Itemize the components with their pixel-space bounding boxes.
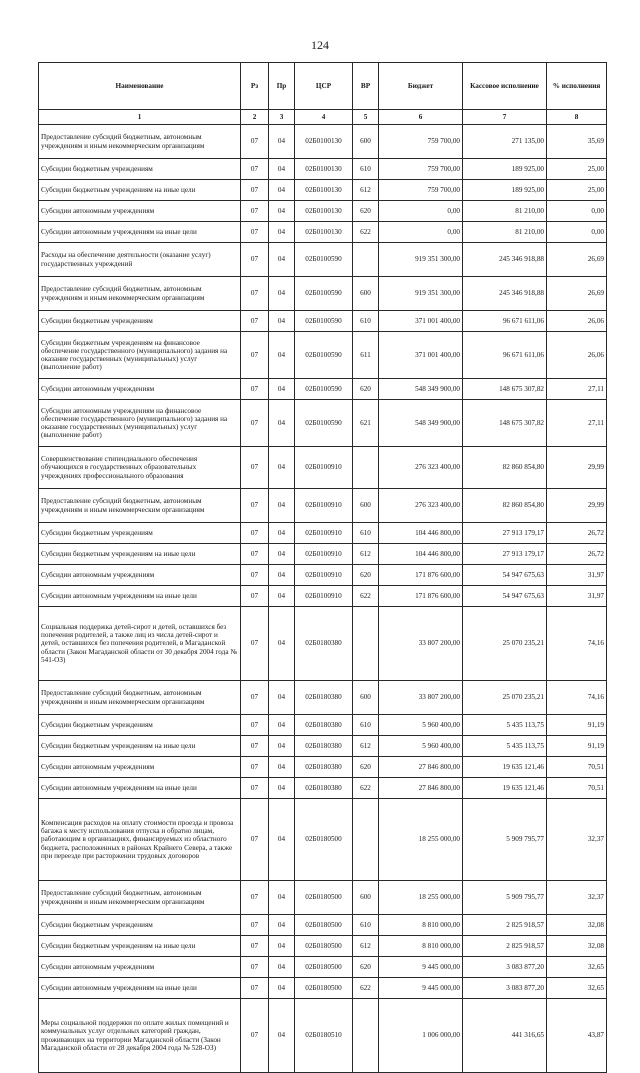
cell-cash: 82 860 854,80 [463, 447, 547, 489]
cell-percent: 32,08 [547, 936, 607, 957]
cell-name: Субсидии автономным учреждениям на иные цели [39, 586, 241, 607]
cell-percent: 26,72 [547, 544, 607, 565]
cell-rz: 07 [241, 915, 269, 936]
cell-budget: 18 255 000,00 [379, 799, 463, 881]
table-row [39, 715, 607, 736]
table-row [39, 489, 607, 523]
cell-name: Субсидии бюджетным учреждениям на иные цели [39, 180, 241, 201]
cell-cash: 2 825 918,57 [463, 936, 547, 957]
cell-percent: 31,97 [547, 586, 607, 607]
cell-cash: 19 635 121,46 [463, 757, 547, 778]
cell-name: Субсидии автономным учреждениям [39, 379, 241, 400]
cell-vr: 610 [353, 159, 379, 180]
cell-budget: 33 807 200,00 [379, 681, 463, 715]
cell-rz: 07 [241, 999, 269, 1073]
cell-budget: 171 876 600,00 [379, 565, 463, 586]
cell-pr: 04 [269, 681, 295, 715]
cell-budget: 759 700,00 [379, 125, 463, 159]
cell-pr: 04 [269, 978, 295, 999]
cell-csr: 02Б0100590 [295, 243, 353, 277]
cell-cash: 81 210,00 [463, 222, 547, 243]
cell-rz: 07 [241, 277, 269, 311]
cell-vr: 610 [353, 715, 379, 736]
cell-budget: 919 351 300,00 [379, 277, 463, 311]
cell-pr: 04 [269, 936, 295, 957]
cell-rz: 07 [241, 681, 269, 715]
cell-vr: 620 [353, 201, 379, 222]
cell-pr: 04 [269, 607, 295, 681]
cell-budget: 919 351 300,00 [379, 243, 463, 277]
cell-budget: 371 001 400,00 [379, 332, 463, 379]
cell-name: Субсидии автономным учреждениям на иные цели [39, 978, 241, 999]
cell-rz: 07 [241, 523, 269, 544]
table-row [39, 915, 607, 936]
cell-csr: 02Б0100910 [295, 523, 353, 544]
cell-cash: 5 435 113,75 [463, 736, 547, 757]
cell-vr: 622 [353, 586, 379, 607]
table-row [39, 799, 607, 881]
cell-name: Субсидии автономным учреждениям на финансовое обеспечение государственного (муниципального) задания на оказание государственных (муниципальных) услуг (выполнение работ) [39, 400, 241, 447]
cell-csr: 02Б0100130 [295, 180, 353, 201]
cell-rz: 07 [241, 400, 269, 447]
cell-budget: 0,00 [379, 222, 463, 243]
cell-rz: 07 [241, 757, 269, 778]
cell-cash: 148 675 307,82 [463, 400, 547, 447]
cell-pr: 04 [269, 881, 295, 915]
cell-cash: 441 316,65 [463, 999, 547, 1073]
cell-cash: 5 435 113,75 [463, 715, 547, 736]
cell-name: Совершенствование стипендиального обеспечения обучающихся в государственных образовательных учреждениях профессионального образования [39, 447, 241, 489]
cell-name: Субсидии бюджетным учреждениям [39, 715, 241, 736]
cell-pr: 04 [269, 757, 295, 778]
cell-csr: 02Б0180380 [295, 778, 353, 799]
table-row [39, 447, 607, 489]
cell-cash: 27 913 179,17 [463, 544, 547, 565]
cell-budget: 5 960 400,00 [379, 715, 463, 736]
cell-budget: 548 349 900,00 [379, 400, 463, 447]
cell-percent: 91,19 [547, 736, 607, 757]
cell-percent: 31,97 [547, 565, 607, 586]
cell-csr: 02Б0180380 [295, 736, 353, 757]
cell-csr: 02Б0100130 [295, 159, 353, 180]
cell-vr [353, 799, 379, 881]
cell-rz: 07 [241, 379, 269, 400]
cell-csr: 02Б0100130 [295, 222, 353, 243]
column-index: 3 [269, 110, 295, 125]
table-row [39, 180, 607, 201]
cell-percent: 25,00 [547, 159, 607, 180]
cell-rz: 07 [241, 180, 269, 201]
table-row [39, 311, 607, 332]
table-row [39, 586, 607, 607]
cell-pr: 04 [269, 180, 295, 201]
table-body [39, 125, 607, 1073]
cell-pr: 04 [269, 400, 295, 447]
cell-vr: 610 [353, 523, 379, 544]
cell-pr: 04 [269, 159, 295, 180]
cell-csr: 02Б0180380 [295, 681, 353, 715]
cell-cash: 3 083 877,20 [463, 978, 547, 999]
header-cash: Кассовое исполнение [463, 63, 547, 110]
cell-budget: 104 446 800,00 [379, 523, 463, 544]
cell-percent: 26,06 [547, 332, 607, 379]
cell-name: Субсидии бюджетным учреждениям на иные цели [39, 736, 241, 757]
cell-pr: 04 [269, 586, 295, 607]
cell-percent: 27,11 [547, 379, 607, 400]
column-index: 4 [295, 110, 353, 125]
cell-percent: 26,69 [547, 243, 607, 277]
table-row [39, 544, 607, 565]
cell-budget: 1 006 000,00 [379, 999, 463, 1073]
table-row [39, 400, 607, 447]
table-row [39, 243, 607, 277]
cell-pr: 04 [269, 565, 295, 586]
cell-name: Субсидии бюджетным учреждениям на финансовое обеспечение государственного (муниципального) задания на оказание государственных (муниципальных) услуг (выполнение работ) [39, 332, 241, 379]
table-row [39, 277, 607, 311]
cell-name: Субсидии автономным учреждениям [39, 565, 241, 586]
table-row [39, 607, 607, 681]
column-index-row [39, 110, 607, 125]
cell-cash: 5 909 795,77 [463, 881, 547, 915]
cell-percent: 43,87 [547, 999, 607, 1073]
cell-cash: 271 135,00 [463, 125, 547, 159]
cell-vr: 600 [353, 489, 379, 523]
cell-name: Субсидии автономным учреждениям на иные цели [39, 778, 241, 799]
cell-csr: 02Б0180500 [295, 881, 353, 915]
cell-csr: 02Б0180500 [295, 957, 353, 978]
header-csr: ЦСР [295, 63, 353, 110]
cell-cash: 5 909 795,77 [463, 799, 547, 881]
cell-pr: 04 [269, 544, 295, 565]
cell-pr: 04 [269, 332, 295, 379]
cell-vr: 612 [353, 936, 379, 957]
column-index: 1 [39, 110, 241, 125]
cell-vr: 612 [353, 180, 379, 201]
cell-csr: 02Б0180510 [295, 999, 353, 1073]
cell-vr: 600 [353, 277, 379, 311]
cell-csr: 02Б0100910 [295, 565, 353, 586]
cell-name: Меры социальной поддержки по оплате жилых помещений и коммунальных услуг отдельных категорий граждан, проживающих на территории Магаданской области (Закон Магаданской области от 28 декабря 2004 года № 528-ОЗ) [39, 999, 241, 1073]
table-row [39, 379, 607, 400]
table-row [39, 778, 607, 799]
cell-percent: 29,99 [547, 447, 607, 489]
cell-rz: 07 [241, 311, 269, 332]
cell-budget: 171 876 600,00 [379, 586, 463, 607]
cell-pr: 04 [269, 243, 295, 277]
cell-rz: 07 [241, 978, 269, 999]
cell-name: Расходы на обеспечение деятельности (оказание услуг) государственных учреждений [39, 243, 241, 277]
cell-percent: 35,69 [547, 125, 607, 159]
cell-percent: 26,69 [547, 277, 607, 311]
cell-pr: 04 [269, 778, 295, 799]
cell-percent: 32,65 [547, 957, 607, 978]
cell-cash: 54 947 675,63 [463, 586, 547, 607]
table-row [39, 681, 607, 715]
cell-rz: 07 [241, 159, 269, 180]
cell-vr: 620 [353, 757, 379, 778]
cell-vr: 622 [353, 778, 379, 799]
cell-budget: 371 001 400,00 [379, 311, 463, 332]
cell-name: Субсидии автономным учреждениям [39, 757, 241, 778]
cell-rz: 07 [241, 243, 269, 277]
cell-csr: 02Б0180500 [295, 978, 353, 999]
cell-cash: 245 346 918,88 [463, 243, 547, 277]
cell-cash: 189 925,00 [463, 180, 547, 201]
cell-percent: 32,37 [547, 799, 607, 881]
cell-pr: 04 [269, 489, 295, 523]
cell-vr: 620 [353, 957, 379, 978]
cell-vr [353, 999, 379, 1073]
column-index: 8 [547, 110, 607, 125]
cell-pr: 04 [269, 999, 295, 1073]
table-row [39, 999, 607, 1073]
table-row [39, 159, 607, 180]
cell-percent: 91,19 [547, 715, 607, 736]
cell-cash: 96 671 611,06 [463, 311, 547, 332]
cell-budget: 759 700,00 [379, 159, 463, 180]
cell-name: Субсидии автономным учреждениям [39, 957, 241, 978]
cell-name: Социальная поддержка детей-сирот и детей, оставшихся без попечения родителей, а также лиц из числа детей-сирот и детей, оставшихся без попечения родителей, в Магаданской области (Закон Магаданской области от 30 декабря 2004 года № 541-ОЗ) [39, 607, 241, 681]
cell-budget: 33 807 200,00 [379, 607, 463, 681]
column-index: 6 [379, 110, 463, 125]
cell-budget: 9 445 000,00 [379, 978, 463, 999]
cell-vr [353, 447, 379, 489]
table-row [39, 757, 607, 778]
cell-budget: 0,00 [379, 201, 463, 222]
cell-cash: 81 210,00 [463, 201, 547, 222]
cell-csr: 02Б0180380 [295, 757, 353, 778]
cell-pr: 04 [269, 799, 295, 881]
cell-cash: 25 070 235,21 [463, 607, 547, 681]
cell-budget: 276 323 400,00 [379, 489, 463, 523]
cell-rz: 07 [241, 736, 269, 757]
cell-pr: 04 [269, 447, 295, 489]
table-row [39, 565, 607, 586]
cell-budget: 104 446 800,00 [379, 544, 463, 565]
cell-percent: 29,99 [547, 489, 607, 523]
cell-csr: 02Б0100590 [295, 400, 353, 447]
cell-percent: 26,72 [547, 523, 607, 544]
cell-name: Субсидии автономным учреждениям на иные цели [39, 222, 241, 243]
table-row [39, 222, 607, 243]
cell-rz: 07 [241, 489, 269, 523]
cell-budget: 27 846 800,00 [379, 757, 463, 778]
cell-budget: 5 960 400,00 [379, 736, 463, 757]
column-index: 5 [353, 110, 379, 125]
cell-percent: 32,08 [547, 915, 607, 936]
cell-rz: 07 [241, 222, 269, 243]
cell-pr: 04 [269, 222, 295, 243]
cell-rz: 07 [241, 778, 269, 799]
cell-percent: 0,00 [547, 201, 607, 222]
cell-pr: 04 [269, 379, 295, 400]
cell-vr: 622 [353, 978, 379, 999]
cell-vr: 620 [353, 565, 379, 586]
cell-rz: 07 [241, 332, 269, 379]
cell-csr: 02Б0100130 [295, 201, 353, 222]
cell-cash: 54 947 675,63 [463, 565, 547, 586]
cell-cash: 3 083 877,20 [463, 957, 547, 978]
cell-vr: 610 [353, 311, 379, 332]
cell-rz: 07 [241, 799, 269, 881]
cell-name: Компенсация расходов на оплату стоимости проезда и провоза багажа к месту использования отпуска и обратно лицам, работающим в организациях, финансируемых из областного бюджета, расположенных в районах Крайнего Севера, а также при переезде при расторжении трудовых договоров [39, 799, 241, 881]
cell-vr: 600 [353, 881, 379, 915]
cell-percent: 0,00 [547, 222, 607, 243]
table-row [39, 523, 607, 544]
table-row [39, 881, 607, 915]
cell-percent: 70,51 [547, 757, 607, 778]
budget-table [38, 62, 607, 1073]
cell-budget: 8 810 000,00 [379, 915, 463, 936]
cell-name: Предоставление субсидий бюджетным, автономным учреждениям и иным некоммерческим организациям [39, 125, 241, 159]
cell-percent: 26,06 [547, 311, 607, 332]
cell-name: Субсидии бюджетным учреждениям [39, 523, 241, 544]
cell-percent: 32,37 [547, 881, 607, 915]
cell-cash: 96 671 611,06 [463, 332, 547, 379]
cell-name: Субсидии бюджетным учреждениям [39, 915, 241, 936]
cell-rz: 07 [241, 447, 269, 489]
cell-percent: 74,16 [547, 607, 607, 681]
cell-csr: 02Б0100590 [295, 311, 353, 332]
header-row [39, 63, 607, 110]
cell-cash: 19 635 121,46 [463, 778, 547, 799]
cell-csr: 02Б0100910 [295, 544, 353, 565]
cell-csr: 02Б0100910 [295, 586, 353, 607]
cell-name: Субсидии бюджетным учреждениям на иные цели [39, 936, 241, 957]
cell-cash: 189 925,00 [463, 159, 547, 180]
table-row [39, 978, 607, 999]
cell-csr: 02Б0180380 [295, 715, 353, 736]
cell-pr: 04 [269, 736, 295, 757]
cell-cash: 82 860 854,80 [463, 489, 547, 523]
header-rz: Рз [241, 63, 269, 110]
table-row [39, 125, 607, 159]
cell-percent: 25,00 [547, 180, 607, 201]
cell-cash: 148 675 307,82 [463, 379, 547, 400]
cell-budget: 27 846 800,00 [379, 778, 463, 799]
cell-pr: 04 [269, 277, 295, 311]
header-name: Наименование [39, 63, 241, 110]
cell-budget: 9 445 000,00 [379, 957, 463, 978]
cell-budget: 18 255 000,00 [379, 881, 463, 915]
table-row [39, 957, 607, 978]
cell-rz: 07 [241, 125, 269, 159]
cell-name: Предоставление субсидий бюджетным, автономным учреждениям и иным некоммерческим организациям [39, 277, 241, 311]
table-row [39, 332, 607, 379]
header-pr: Пр [269, 63, 295, 110]
cell-budget: 8 810 000,00 [379, 936, 463, 957]
cell-rz: 07 [241, 201, 269, 222]
cell-percent: 32,65 [547, 978, 607, 999]
cell-vr: 612 [353, 736, 379, 757]
cell-vr: 620 [353, 379, 379, 400]
cell-cash: 27 913 179,17 [463, 523, 547, 544]
cell-csr: 02Б0180500 [295, 915, 353, 936]
cell-rz: 07 [241, 715, 269, 736]
cell-csr: 02Б0100910 [295, 489, 353, 523]
cell-csr: 02Б0180500 [295, 799, 353, 881]
cell-rz: 07 [241, 957, 269, 978]
cell-name: Субсидии бюджетным учреждениям [39, 159, 241, 180]
cell-vr: 600 [353, 681, 379, 715]
cell-percent: 70,51 [547, 778, 607, 799]
cell-csr: 02Б0100590 [295, 277, 353, 311]
cell-pr: 04 [269, 311, 295, 332]
column-index: 7 [463, 110, 547, 125]
cell-rz: 07 [241, 544, 269, 565]
header-budget: Бюджет [379, 63, 463, 110]
cell-csr: 02Б0100910 [295, 447, 353, 489]
cell-budget: 276 323 400,00 [379, 447, 463, 489]
cell-budget: 759 700,00 [379, 180, 463, 201]
cell-pr: 04 [269, 201, 295, 222]
column-index: 2 [241, 110, 269, 125]
cell-cash: 245 346 918,88 [463, 277, 547, 311]
cell-name: Субсидии бюджетным учреждениям [39, 311, 241, 332]
header-percent: % исполнения [547, 63, 607, 110]
cell-csr: 02Б0100590 [295, 332, 353, 379]
page-number: 124 [311, 38, 329, 52]
table-row [39, 736, 607, 757]
cell-cash: 2 825 918,57 [463, 915, 547, 936]
cell-vr: 612 [353, 544, 379, 565]
cell-budget: 548 349 900,00 [379, 379, 463, 400]
cell-name: Предоставление субсидий бюджетным, автономным учреждениям и иным некоммерческим организациям [39, 881, 241, 915]
cell-vr: 621 [353, 400, 379, 447]
cell-name: Предоставление субсидий бюджетным, автономным учреждениям и иным некоммерческим организациям [39, 489, 241, 523]
cell-pr: 04 [269, 715, 295, 736]
cell-rz: 07 [241, 881, 269, 915]
table-row [39, 201, 607, 222]
cell-rz: 07 [241, 565, 269, 586]
table-row [39, 936, 607, 957]
cell-pr: 04 [269, 957, 295, 978]
cell-rz: 07 [241, 586, 269, 607]
cell-csr: 02Б0100590 [295, 379, 353, 400]
cell-vr [353, 607, 379, 681]
cell-vr [353, 243, 379, 277]
cell-rz: 07 [241, 936, 269, 957]
cell-csr: 02Б0180380 [295, 607, 353, 681]
cell-vr: 611 [353, 332, 379, 379]
header-vr: ВР [353, 63, 379, 110]
cell-cash: 25 070 235,21 [463, 681, 547, 715]
cell-percent: 27,11 [547, 400, 607, 447]
cell-vr: 610 [353, 915, 379, 936]
cell-csr: 02Б0180500 [295, 936, 353, 957]
cell-pr: 04 [269, 915, 295, 936]
cell-vr: 600 [353, 125, 379, 159]
cell-pr: 04 [269, 125, 295, 159]
cell-csr: 02Б0100130 [295, 125, 353, 159]
cell-percent: 74,16 [547, 681, 607, 715]
cell-pr: 04 [269, 523, 295, 544]
cell-rz: 07 [241, 607, 269, 681]
cell-name: Предоставление субсидий бюджетным, автономным учреждениям и иным некоммерческим организациям [39, 681, 241, 715]
cell-name: Субсидии автономным учреждениям [39, 201, 241, 222]
cell-name: Субсидии бюджетным учреждениям на иные цели [39, 544, 241, 565]
cell-vr: 622 [353, 222, 379, 243]
